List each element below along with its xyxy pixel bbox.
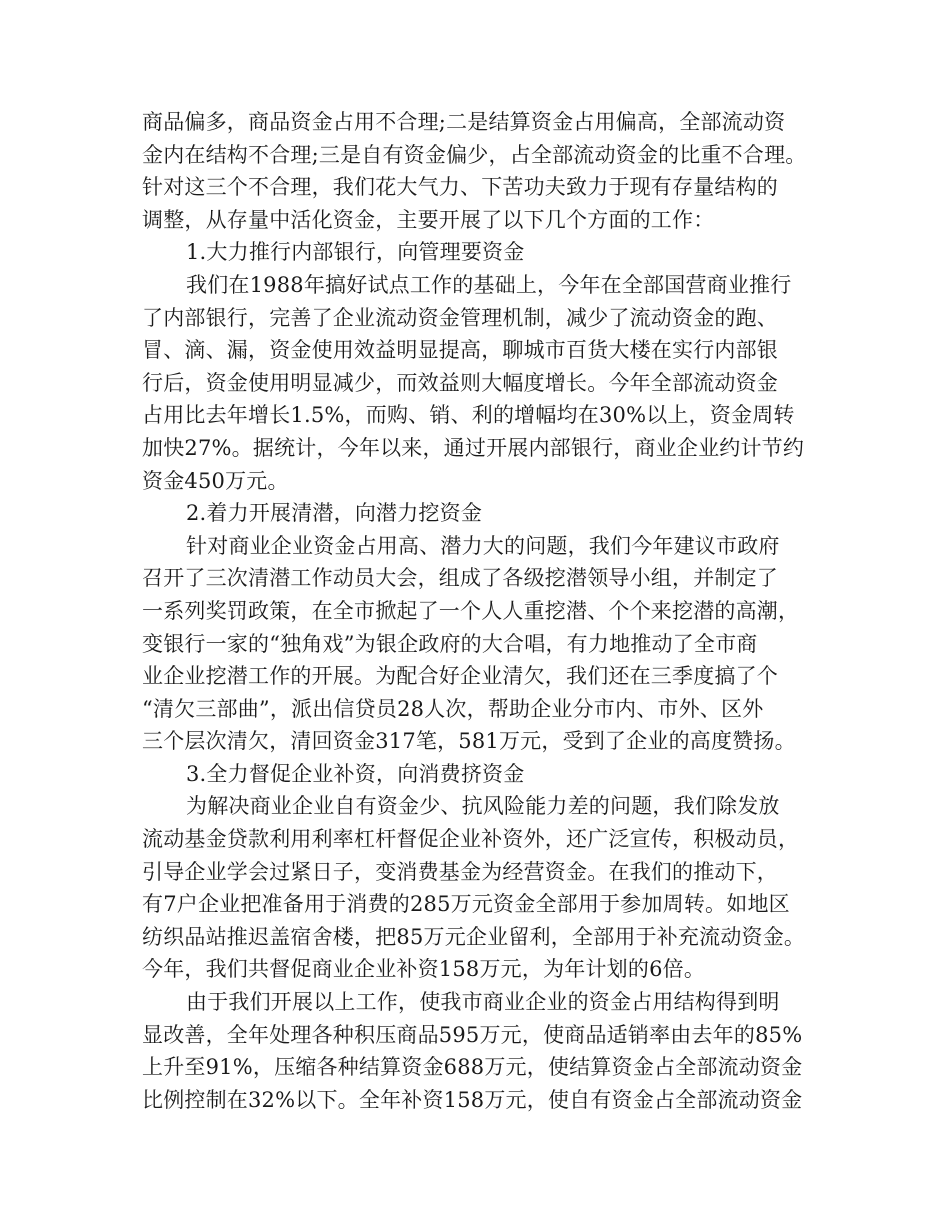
text-line: 今年，我们共督促商业企业补资158万元，为年计划的6倍。: [142, 957, 706, 982]
text-line: 有7户企业把准备用于消费的285万元资金全部用于参加周转。如地区: [142, 892, 790, 917]
text-line: 调整，从存量中活化资金，主要开展了以下几个方面的工作：: [142, 207, 715, 232]
text-line: 业企业挖潜工作的开展。为配合好企业清欠，我们还在三季度搞了个: [142, 664, 778, 689]
text-line: 占用比去年增长1.5%，而购、销、利的增幅均在30%以上，资金周转: [142, 403, 795, 428]
text-line: 行后，资金使用明显减少，而效益则大幅度增长。今年全部流动资金: [142, 370, 778, 395]
text-line: 针对商业企业资金占用高、潜力大的问题，我们今年建议市政府: [186, 533, 780, 558]
text-line: 为解决商业企业自有资金少、抗风险能力差的问题，我们除发放: [186, 794, 780, 819]
text-line: 2.着力开展清潜，向潜力挖资金: [186, 501, 483, 526]
document-body: [142, 106, 822, 1116]
text-line: 商品偏多，商品资金占用不合理;二是结算资金占用偏高，全部流动资: [142, 110, 786, 134]
text-line: 资金450万元。: [142, 468, 289, 493]
text-line: 由于我们开展以上工作，使我市商业企业的资金占用结构得到明: [186, 990, 780, 1015]
text-line: 变银行一家的“独角戏”为银企政府的大合唱，有力地推动了全市商: [142, 631, 758, 656]
text-line: 显改善，全年处理各种积压商品595万元，使商品适销率由去年的85%: [142, 1022, 803, 1047]
text-line: 针对这三个不合理，我们花大气力、下苦功夫致力于现有存量结构的: [142, 175, 778, 200]
text-line: 金内在结构不合理;三是自有资金偏少，占全部流动资金的比重不合理。: [142, 142, 807, 167]
text-line: 上升至91%，压缩各种结算资金688万元，使结算资金占全部流动资金: [142, 1055, 803, 1080]
text-line: 1.大力推行内部银行，向管理要资金: [186, 240, 525, 265]
text-line: 召开了三次清潜工作动员大会，组成了各级挖潜领导小组，并制定了: [142, 566, 778, 591]
text-line: 我们在1988年搞好试点工作的基础上，今年在全部国营商业推行: [186, 272, 792, 297]
text-line: 一系列奖罚政策，在全市掀起了一个人人重挖潜、个个来挖潜的高潮，: [142, 598, 800, 623]
text-line: 了内部银行，完善了企业流动资金管理机制，减少了流动资金的跑、: [142, 305, 778, 330]
text-line: 加快27%。据统计，今年以来，通过开展内部银行，商业企业约计节约: [142, 435, 805, 460]
text-line: 引导企业学会过紧日子，变消费基金为经营资金。在我们的推动下，: [142, 859, 778, 884]
text-line: “清欠三部曲”，派出信贷员28人次，帮助企业分市内、市外、区外: [142, 696, 764, 721]
text-line: 纺织品站推迟盖宿舍楼，把85万元企业留利，全部用于补充流动资金。: [142, 924, 806, 949]
text-line: 流动基金贷款利用利率杠杆督促企业补资外，还广泛宣传，积极动员，: [142, 827, 800, 852]
text-line: 冒、滴、漏，资金使用效益明显提高，聊城市百货大楼在实行内部银: [142, 338, 778, 363]
text-line: 三个层次清欠，清回资金317笔，581万元，受到了企业的高度赞扬。: [142, 729, 796, 754]
text-line: 3.全力督促企业补资，向消费挤资金: [186, 761, 525, 786]
text-line: 比例控制在32%以下。全年补资158万元，使自有资金占全部流动资金: [142, 1087, 803, 1112]
